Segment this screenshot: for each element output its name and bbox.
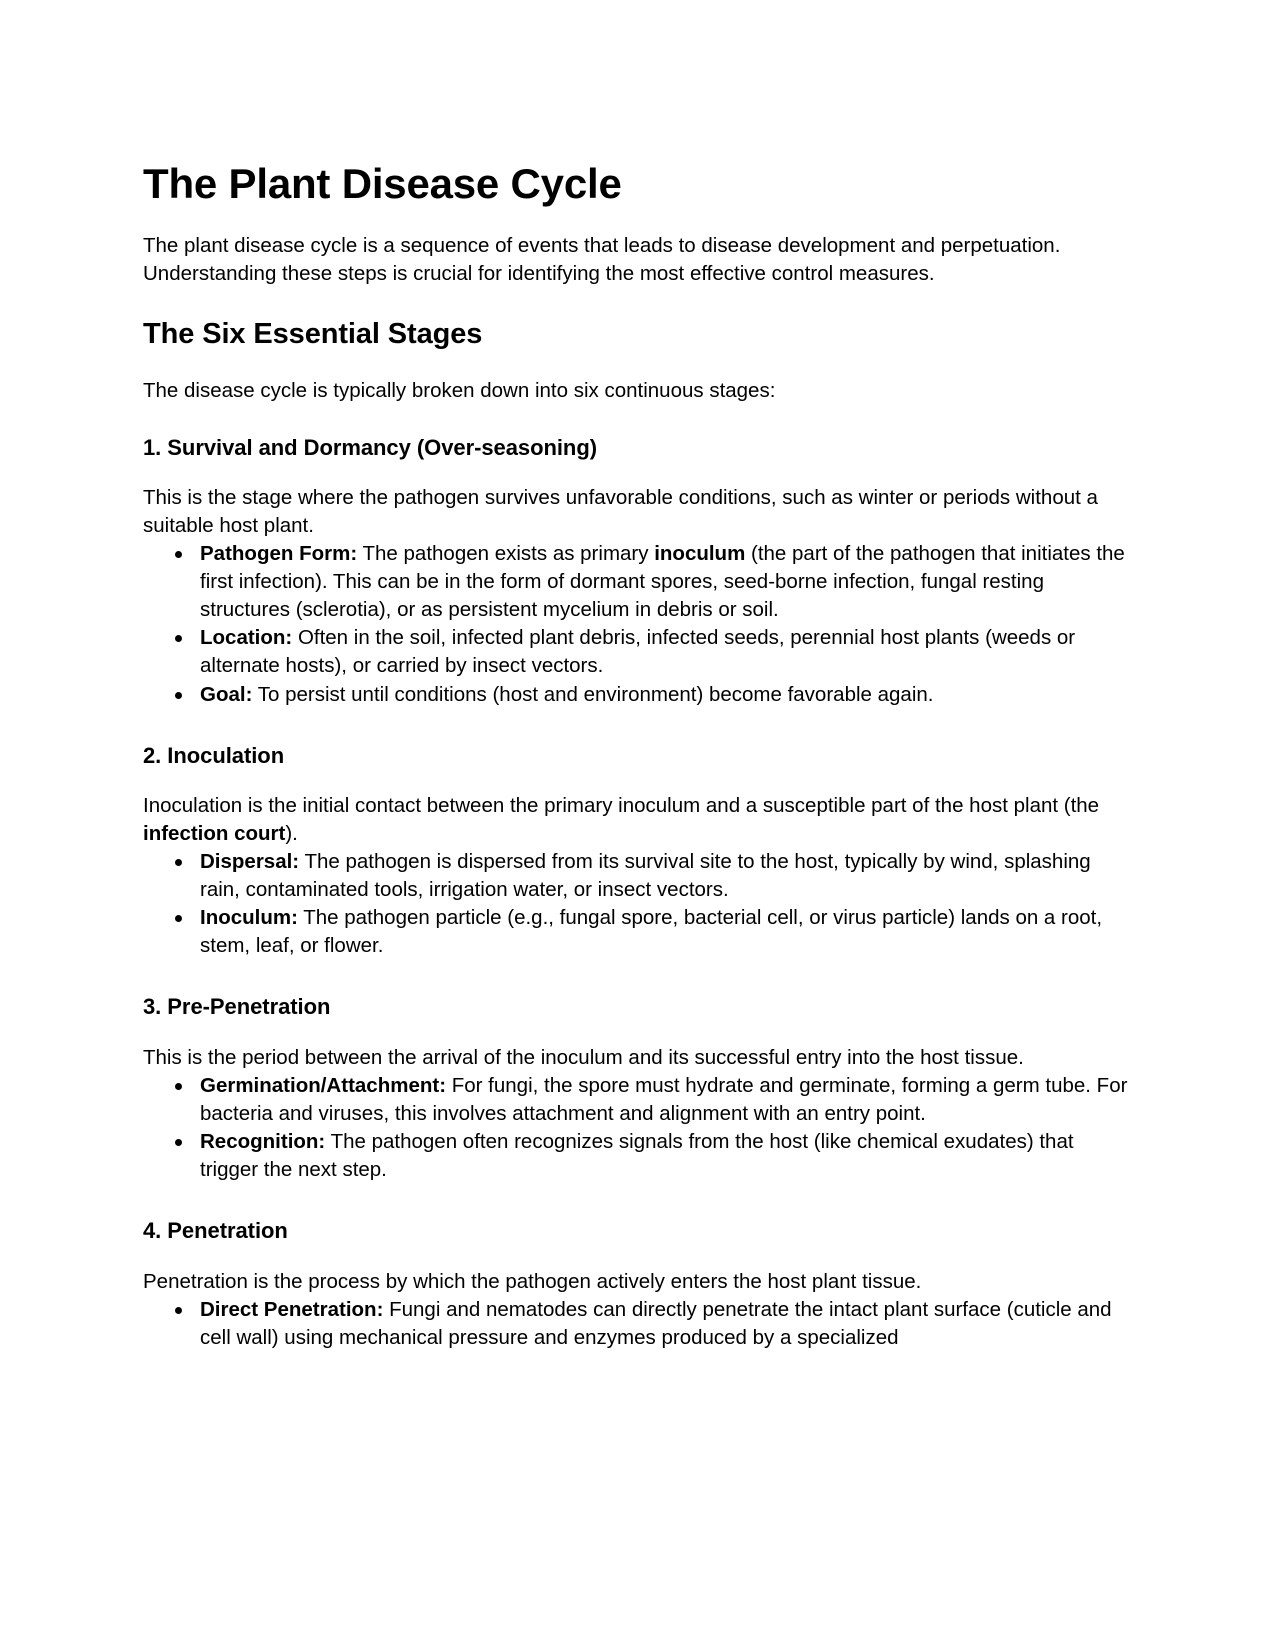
stage-1-bullet-list — [143, 540, 1133, 708]
spacer — [143, 288, 1133, 318]
list-item — [143, 624, 1133, 680]
bullet-label: Location: — [200, 626, 293, 650]
section-intro-paragraph: The disease cycle is typically broken down into six continuous stages: — [143, 378, 776, 402]
page-title: The Plant Disease Cycle — [143, 160, 622, 207]
stage-2-bullet-list — [143, 848, 1133, 960]
bullet-text: The pathogen often recognizes signals from the host (like chemical exudates) that trigger the next step. — [200, 1130, 1074, 1182]
intro-paragraph: The plant disease cycle is a sequence of events that leads to disease development and perpetuation. Understanding these steps is crucial for identifying the most effective control measures. — [143, 234, 1061, 286]
section-heading-six-stages: The Six Essential Stages — [143, 318, 483, 351]
bullet-text: The pathogen is dispersed from its survival site to the host, typically by wind, splashing rain, contaminated tools, irrigation water, or insect vectors. — [200, 850, 1091, 902]
spacer — [143, 405, 1133, 435]
bullet-inline-bold: inoculum — [654, 542, 746, 566]
stage-4-bullet-list — [143, 1296, 1133, 1352]
spacer — [143, 461, 1133, 484]
spacer — [143, 769, 1133, 792]
bullet-label: Goal: — [200, 682, 253, 706]
stage-heading-2: 2. Inoculation — [143, 742, 285, 768]
bullet-dot-icon — [175, 915, 182, 922]
bullet-dot-icon — [175, 1083, 182, 1090]
stage-1-intro: This is the stage where the pathogen survives unfavorable conditions, such as winter or periods without a suitable host plant. — [143, 486, 1098, 538]
stage-2-intro-text: Inoculation is the initial contact between the primary inoculum and a susceptible part of the host plant (the — [143, 794, 1100, 818]
list-item — [143, 1296, 1133, 1352]
bullet-text: The pathogen particle (e.g., fungal spore, bacterial cell, or virus particle) lands on a root, stem, leaf, or flower. — [200, 906, 1103, 958]
spacer — [143, 709, 1133, 743]
bullet-text: For fungi, the spore must hydrate and germinate, forming a germ tube. For bacteria and viruses, this involves attachment and alignment with an entry point. — [200, 1073, 1128, 1126]
spacer — [143, 1021, 1133, 1044]
list-item — [143, 848, 1133, 904]
bullet-text-cont: (the part of the pathogen that initiates the first infection). This can be in the form of dormant spores, seed-borne infection, fungal resting structures (sclerotia), or as persistent mycelium in debris or soil. — [200, 542, 1125, 622]
list-item — [143, 1072, 1133, 1128]
title-block — [143, 0, 1133, 207]
bullet-text: Fungi and nematodes can directly penetrate the intact plant surface (cuticle and cell wall) using mechanical pressure and enzymes produced by a specialized — [200, 1297, 1112, 1349]
spacer — [143, 1245, 1133, 1268]
bullet-text: Often in the soil, infected plant debris, infected seeds, perennial host plants (weeds or alternate hosts), or carried by insect vectors. — [200, 626, 1076, 678]
stage-heading-3: 3. Pre-Penetration — [143, 994, 331, 1020]
stage-heading-1: 1. Survival and Dormancy (Over-seasoning) — [143, 434, 597, 460]
bullet-dot-icon — [175, 635, 182, 642]
list-item — [143, 904, 1133, 960]
bullet-dot-icon — [175, 1139, 182, 1146]
bullet-dot-icon — [175, 692, 182, 699]
bullet-dot-icon — [175, 551, 182, 558]
spacer — [143, 1184, 1133, 1218]
stage-2-intro-text-cont: ). — [285, 822, 298, 846]
list-item — [143, 540, 1133, 624]
bullet-label: Direct Penetration: — [200, 1297, 384, 1321]
stage-4-intro: Penetration is the process by which the pathogen actively enters the host plant tissue. — [143, 1269, 922, 1293]
bullet-label: Inoculum: — [200, 906, 298, 930]
document-body — [143, 0, 1133, 1352]
bullet-dot-icon — [175, 1307, 182, 1314]
spacer — [143, 352, 1133, 377]
bullet-label: Dispersal: — [200, 850, 300, 874]
stage-2-intro — [143, 792, 1133, 848]
bullet-dot-icon — [175, 859, 182, 866]
bullet-label: Pathogen Form: — [200, 542, 358, 566]
bullet-text: To persist until conditions (host and environment) become favorable again. — [252, 682, 934, 706]
stage-3-intro: This is the period between the arrival of the inoculum and its successful entry into the host tissue. — [143, 1045, 1024, 1069]
stage-heading-4: 4. Penetration — [143, 1218, 288, 1244]
spacer — [143, 960, 1133, 994]
list-item — [143, 1128, 1133, 1184]
list-item — [143, 681, 1133, 709]
bullet-label: Germination/Attachment: — [200, 1073, 447, 1097]
bullet-label: Recognition: — [200, 1130, 326, 1154]
stage-2-intro-bold: infection court — [143, 822, 286, 846]
bullet-text: The pathogen exists as primary — [357, 542, 655, 566]
spacer — [143, 207, 1133, 232]
stage-3-bullet-list — [143, 1072, 1133, 1184]
